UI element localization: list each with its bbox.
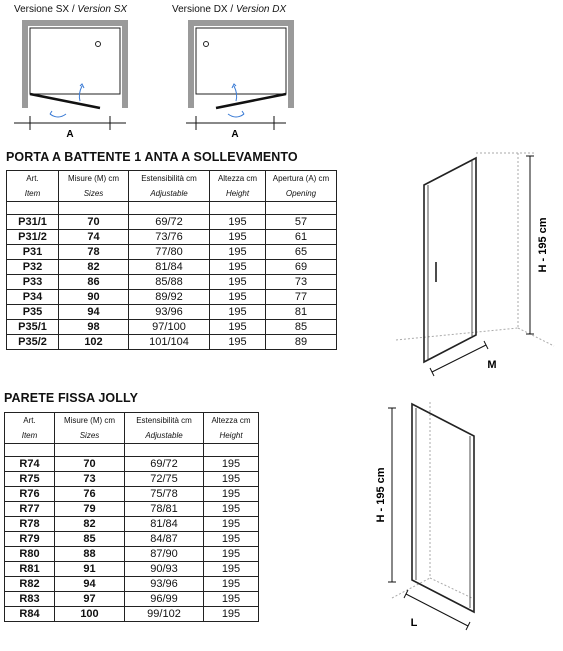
- porta-cell-opening: 61: [266, 230, 337, 245]
- parete-cell-code: R76: [5, 487, 55, 502]
- porta-height-label: H - 195 cm: [537, 217, 549, 273]
- parete-cell-size: 94: [55, 577, 125, 592]
- porta-header-opening: Apertura (A) cm Opening: [266, 171, 337, 202]
- parete-cell-size: 70: [55, 457, 125, 472]
- parete-cell-range: 99/102: [125, 607, 204, 622]
- parete-cell-code: R82: [5, 577, 55, 592]
- parete-table: [4, 412, 335, 622]
- parete-header-height: Altezza cm Height: [204, 413, 259, 444]
- version-sx-diagram: [10, 16, 140, 140]
- parete-cell-code: R84: [5, 607, 55, 622]
- parete-cell-code: R77: [5, 502, 55, 517]
- porta-cell-code: P33: [7, 275, 59, 290]
- version-dx-label-en: Version DX: [235, 4, 287, 15]
- porta-table-row: [7, 290, 337, 305]
- parete-cell-code: R83: [5, 592, 55, 607]
- porta-cell-size: 102: [59, 335, 129, 350]
- porta-cell-code: P31/1: [7, 215, 59, 230]
- parete-cell-height: 195: [204, 487, 259, 502]
- porta-cell-height: 195: [210, 230, 266, 245]
- parete-cell-empty: [259, 607, 335, 622]
- porta-cell-size: 94: [59, 305, 129, 320]
- porta-table-row: [7, 305, 337, 320]
- porta-cell-size: 74: [59, 230, 129, 245]
- porta-cell-height: 195: [210, 320, 266, 335]
- porta-cell-opening: 57: [266, 215, 337, 230]
- porta-table-row: [7, 320, 337, 335]
- porta-cell-height: 195: [210, 335, 266, 350]
- parete-cell-size: 100: [55, 607, 125, 622]
- parete-section-title: PARETE FISSA JOLLY: [4, 391, 139, 405]
- porta-cell-range: 101/104: [129, 335, 210, 350]
- parete-cell-size: 79: [55, 502, 125, 517]
- porta-cell-code: P35/2: [7, 335, 59, 350]
- parete-cell-empty: [259, 592, 335, 607]
- porta-cell-size: 86: [59, 275, 129, 290]
- porta-cell-code: P32: [7, 260, 59, 275]
- parete-header-empty: [259, 413, 335, 444]
- parete-cell-empty: [259, 517, 335, 532]
- porta-table-row: [7, 245, 337, 260]
- parete-cell-range: 90/93: [125, 562, 204, 577]
- version-sx-label: Versione SX / Version SX: [14, 4, 128, 15]
- version-sx-dimension-a: A: [66, 129, 74, 140]
- parete-table-row: [5, 592, 335, 607]
- porta-cell-height: 195: [210, 260, 266, 275]
- parete-cell-range: 87/90: [125, 547, 204, 562]
- parete-table-row: [5, 487, 335, 502]
- porta-cell-code: P31/2: [7, 230, 59, 245]
- parete-table-row: [5, 472, 335, 487]
- parete-header-sizes: Misure (M) cm Sizes: [55, 413, 125, 444]
- version-dx-label-it: Versione DX: [172, 4, 228, 15]
- porta-cell-size: 78: [59, 245, 129, 260]
- parete-cell-range: 75/78: [125, 487, 204, 502]
- porta-cell-code: P35: [7, 305, 59, 320]
- parete-cell-code: R81: [5, 562, 55, 577]
- version-sx-label-en: Version SX: [77, 4, 128, 15]
- porta-cell-height: 195: [210, 215, 266, 230]
- parete-table-row: [5, 517, 335, 532]
- porta-table-row: [7, 335, 337, 350]
- version-dx-diagram: [178, 16, 308, 140]
- parete-table-row: [5, 532, 335, 547]
- parete-cell-code: R74: [5, 457, 55, 472]
- parete-table-row: [5, 562, 335, 577]
- parete-cell-empty: [259, 562, 335, 577]
- porta-cell-code: P34: [7, 290, 59, 305]
- parete-cell-range: 96/99: [125, 592, 204, 607]
- parete-cell-size: 91: [55, 562, 125, 577]
- parete-table-row: [5, 607, 335, 622]
- parete-cell-size: 97: [55, 592, 125, 607]
- parete-cell-height: 195: [204, 457, 259, 472]
- porta-cell-size: 82: [59, 260, 129, 275]
- porta-table-row: [7, 230, 337, 245]
- parete-panel-diagram: [372, 398, 492, 648]
- porta-table: [6, 170, 337, 350]
- parete-table-header-row: [5, 413, 335, 444]
- porta-cell-range: 73/76: [129, 230, 210, 245]
- parete-table-row: [5, 457, 335, 472]
- porta-cell-size: 70: [59, 215, 129, 230]
- porta-table-row: [7, 275, 337, 290]
- parete-cell-height: 195: [204, 547, 259, 562]
- parete-cell-empty: [259, 577, 335, 592]
- porta-header-height: Altezza cm Height: [210, 171, 266, 202]
- parete-height-label: H - 195 cm: [375, 467, 387, 523]
- porta-cell-range: 77/80: [129, 245, 210, 260]
- porta-cell-opening: 89: [266, 335, 337, 350]
- porta-cell-range: 85/88: [129, 275, 210, 290]
- parete-cell-range: 69/72: [125, 457, 204, 472]
- parete-cell-code: R75: [5, 472, 55, 487]
- version-dx-dimension-a: A: [231, 129, 239, 140]
- porta-cell-size: 90: [59, 290, 129, 305]
- porta-cell-range: 93/96: [129, 305, 210, 320]
- parete-cell-code: R78: [5, 517, 55, 532]
- porta-header-item: Art. Item: [7, 171, 59, 202]
- porta-cell-range: 89/92: [129, 290, 210, 305]
- parete-cell-height: 195: [204, 607, 259, 622]
- parete-cell-size: 88: [55, 547, 125, 562]
- parete-cell-height: 195: [204, 517, 259, 532]
- parete-table-spacer-row: [5, 444, 335, 457]
- porta-door-diagram: [376, 150, 556, 380]
- parete-cell-size: 73: [55, 472, 125, 487]
- porta-width-label: M: [487, 359, 497, 371]
- porta-cell-code: P31: [7, 245, 59, 260]
- porta-cell-opening: 85: [266, 320, 337, 335]
- porta-table-spacer-row: [7, 202, 337, 215]
- porta-cell-opening: 65: [266, 245, 337, 260]
- parete-cell-range: 72/75: [125, 472, 204, 487]
- parete-cell-empty: [259, 547, 335, 562]
- parete-cell-range: 84/87: [125, 532, 204, 547]
- parete-cell-range: 93/96: [125, 577, 204, 592]
- parete-table-row: [5, 502, 335, 517]
- parete-cell-size: 85: [55, 532, 125, 547]
- parete-cell-height: 195: [204, 562, 259, 577]
- parete-cell-empty: [259, 532, 335, 547]
- parete-cell-empty: [259, 457, 335, 472]
- parete-cell-height: 195: [204, 577, 259, 592]
- parete-cell-empty: [259, 487, 335, 502]
- parete-cell-range: 78/81: [125, 502, 204, 517]
- porta-cell-range: 69/72: [129, 215, 210, 230]
- parete-cell-empty: [259, 502, 335, 517]
- porta-table-row: [7, 260, 337, 275]
- porta-cell-opening: 69: [266, 260, 337, 275]
- porta-table-header-row: [7, 171, 337, 202]
- porta-cell-height: 195: [210, 290, 266, 305]
- porta-section-title: PORTA A BATTENTE 1 ANTA A SOLLEVAMENTO: [6, 150, 298, 164]
- parete-cell-height: 195: [204, 532, 259, 547]
- porta-cell-range: 97/100: [129, 320, 210, 335]
- parete-cell-size: 82: [55, 517, 125, 532]
- porta-cell-code: P35/1: [7, 320, 59, 335]
- parete-table-row: [5, 577, 335, 592]
- version-sx-label-it: Versione SX: [14, 4, 70, 15]
- parete-cell-code: R79: [5, 532, 55, 547]
- parete-cell-height: 195: [204, 502, 259, 517]
- porta-cell-height: 195: [210, 275, 266, 290]
- porta-cell-opening: 77: [266, 290, 337, 305]
- porta-cell-height: 195: [210, 305, 266, 320]
- porta-cell-opening: 73: [266, 275, 337, 290]
- porta-cell-size: 98: [59, 320, 129, 335]
- parete-table-row: [5, 547, 335, 562]
- porta-cell-opening: 81: [266, 305, 337, 320]
- parete-cell-height: 195: [204, 472, 259, 487]
- porta-cell-height: 195: [210, 245, 266, 260]
- parete-cell-height: 195: [204, 592, 259, 607]
- parete-header-adjustable: Estensibilità cm Adjustable: [125, 413, 204, 444]
- parete-cell-size: 76: [55, 487, 125, 502]
- porta-cell-range: 81/84: [129, 260, 210, 275]
- parete-header-item: Art. Item: [5, 413, 55, 444]
- parete-cell-empty: [259, 472, 335, 487]
- parete-cell-range: 81/84: [125, 517, 204, 532]
- parete-cell-code: R80: [5, 547, 55, 562]
- parete-width-label: L: [410, 617, 418, 629]
- porta-table-row: [7, 215, 337, 230]
- porta-header-adjustable: Estensibilità cm Adjustable: [129, 171, 210, 202]
- version-dx-label: Versione DX / Version DX: [172, 4, 287, 15]
- porta-header-sizes: Misure (M) cm Sizes: [59, 171, 129, 202]
